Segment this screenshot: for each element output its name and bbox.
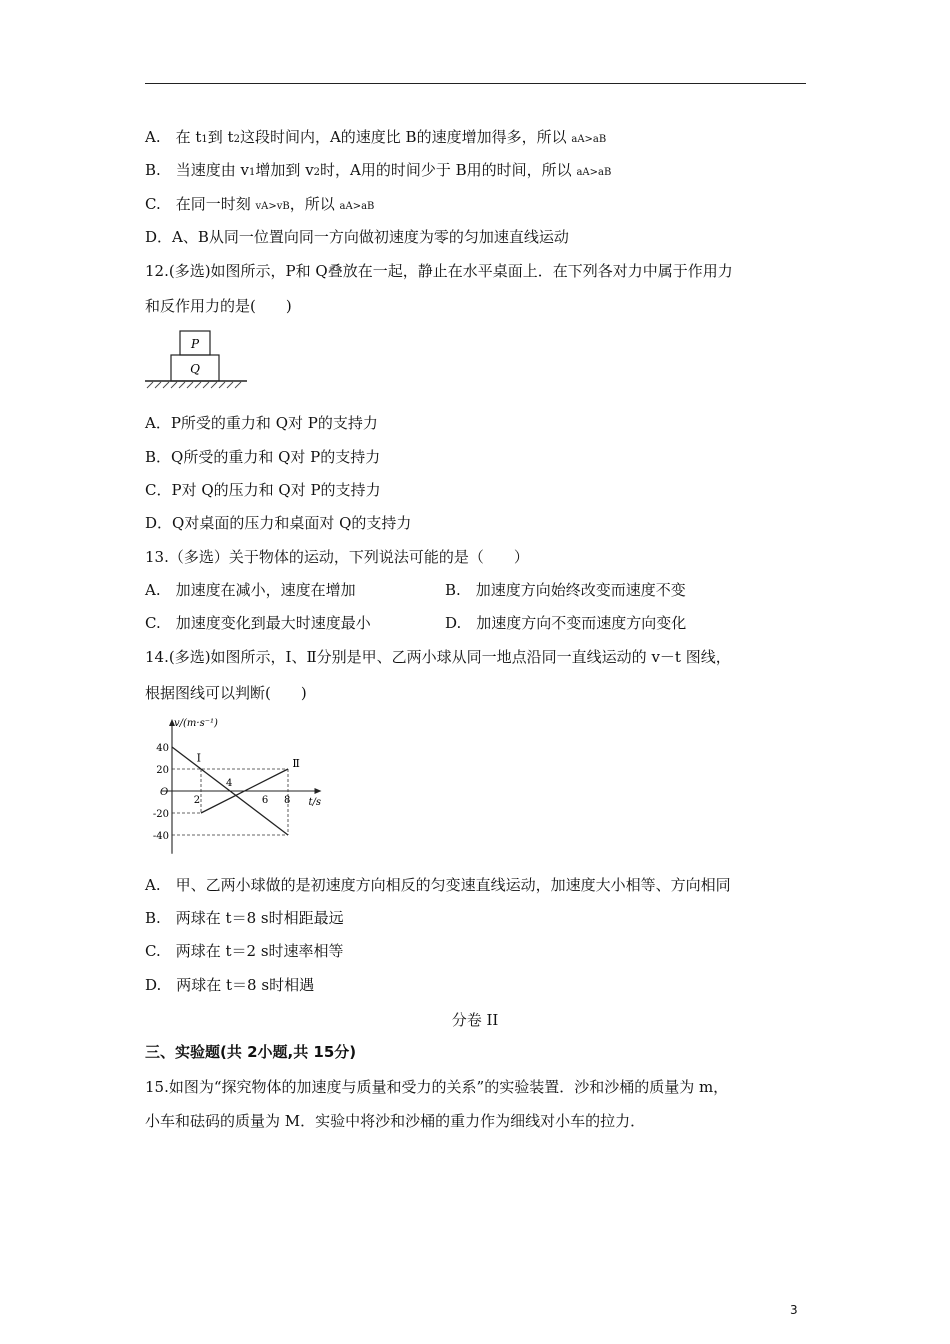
x-axis-arrow: [315, 788, 322, 794]
origin-label: O: [160, 787, 169, 798]
q12-option-b: B．Q所受的重力和 Q对 P的支持力: [145, 448, 381, 466]
table-hatching: [147, 382, 241, 388]
q11-option-d: D．A、B从同一位置向同一方向做初速度为零的匀加速直线运动: [145, 228, 569, 246]
q14-option-b: B. 两球在 t＝8 s时相距最远: [145, 909, 344, 927]
y-axis-label: v/(m·s⁻¹): [174, 718, 218, 729]
section-heading: 三、实验题(共 2小题,共 15分): [145, 1043, 357, 1061]
header-rule: [145, 83, 806, 84]
series-label-2: Ⅱ: [292, 756, 300, 770]
section-divider: 分卷 II: [451, 1011, 499, 1029]
q14-option-d: D. 两球在 t＝8 s时相遇: [145, 976, 315, 994]
q12-option-d: D．Q对桌面的压力和桌面对 Q的支持力: [145, 514, 412, 532]
q11-option-b: B. 当速度由 v1增加到 v2时，A用的时间少于 B用的时间，所以 aA>aB: [145, 161, 612, 179]
x-axis-label: t/s: [308, 797, 322, 808]
vt-graph: [140, 712, 370, 857]
q13-row1: [145, 580, 686, 600]
q13-row2: [145, 613, 687, 633]
q13-option-a: A. 加速度在减小，速度在增加: [145, 581, 356, 599]
y-tick-label: 40: [156, 743, 169, 754]
y-tick-label: -20: [152, 809, 169, 820]
series-label-1: Ⅰ: [196, 751, 202, 765]
q12-option-a: A．P所受的重力和 Q对 P的支持力: [145, 414, 378, 432]
x-tick-label: 8: [284, 795, 291, 806]
q15-line2: 小车和砝码的质量为 M．实验中将沙和沙桶的重力作为细线对小车的拉力．: [145, 1112, 646, 1130]
q14-option-c: C. 两球在 t＝2 s时速率相等: [145, 942, 344, 960]
q13-option-d: D. 加速度方向不变而速度方向变化: [445, 614, 687, 632]
block-p-label: P: [190, 337, 200, 351]
q12-stem-line1: 12.(多选)如图所示，P和 Q叠放在一起，静止在水平桌面上．在下列各对力中属于作用力: [145, 262, 733, 280]
q11-option-a: A. 在 t1到 t2这段时间内，A的速度比 B的速度增加得多，所以 aA>aB: [145, 128, 607, 146]
x-tick-label: 2: [193, 795, 201, 806]
page-number: 3: [790, 1303, 798, 1317]
q15-line1: 15.如图为“探究物体的加速度与质量和受力的关系”的实验装置．沙和沙桶的质量为 m，: [145, 1078, 729, 1096]
q11-option-c: C. 在同一时刻 vA>vB，所以 aA>aB: [145, 195, 375, 213]
y-tick-label: 20: [156, 765, 169, 776]
block-q-label: Q: [190, 362, 200, 376]
q14-stem-line2: 根据图线可以判断( ): [145, 684, 307, 702]
q12-blocks-figure: [143, 326, 253, 392]
q14-stem-line1: 14.(多选)如图所示，Ⅰ、Ⅱ分别是甲、乙两小球从同一地点沿同一直线运动的 v－t 图线，: [145, 648, 731, 666]
x-tick-label: 4: [226, 778, 233, 789]
q13-option-b: B. 加速度方向始终改变而速度不变: [445, 581, 686, 599]
q12-option-c: C．P对 Q的压力和 Q对 P的支持力: [145, 481, 381, 499]
q12-stem-line2: 和反作用力的是( ): [145, 297, 292, 315]
q14-option-a: A. 甲、乙两小球做的是初速度方向相反的匀变速直线运动，加速度大小相等、方向相同: [145, 876, 731, 894]
y-tick-label: -40: [152, 831, 169, 842]
q13-option-c: C. 加速度变化到最大时速度最小: [145, 614, 371, 632]
q13-stem: 13.（多选）关于物体的运动，下列说法可能的是（ ）: [145, 548, 529, 566]
x-tick-label: 6: [261, 795, 269, 806]
